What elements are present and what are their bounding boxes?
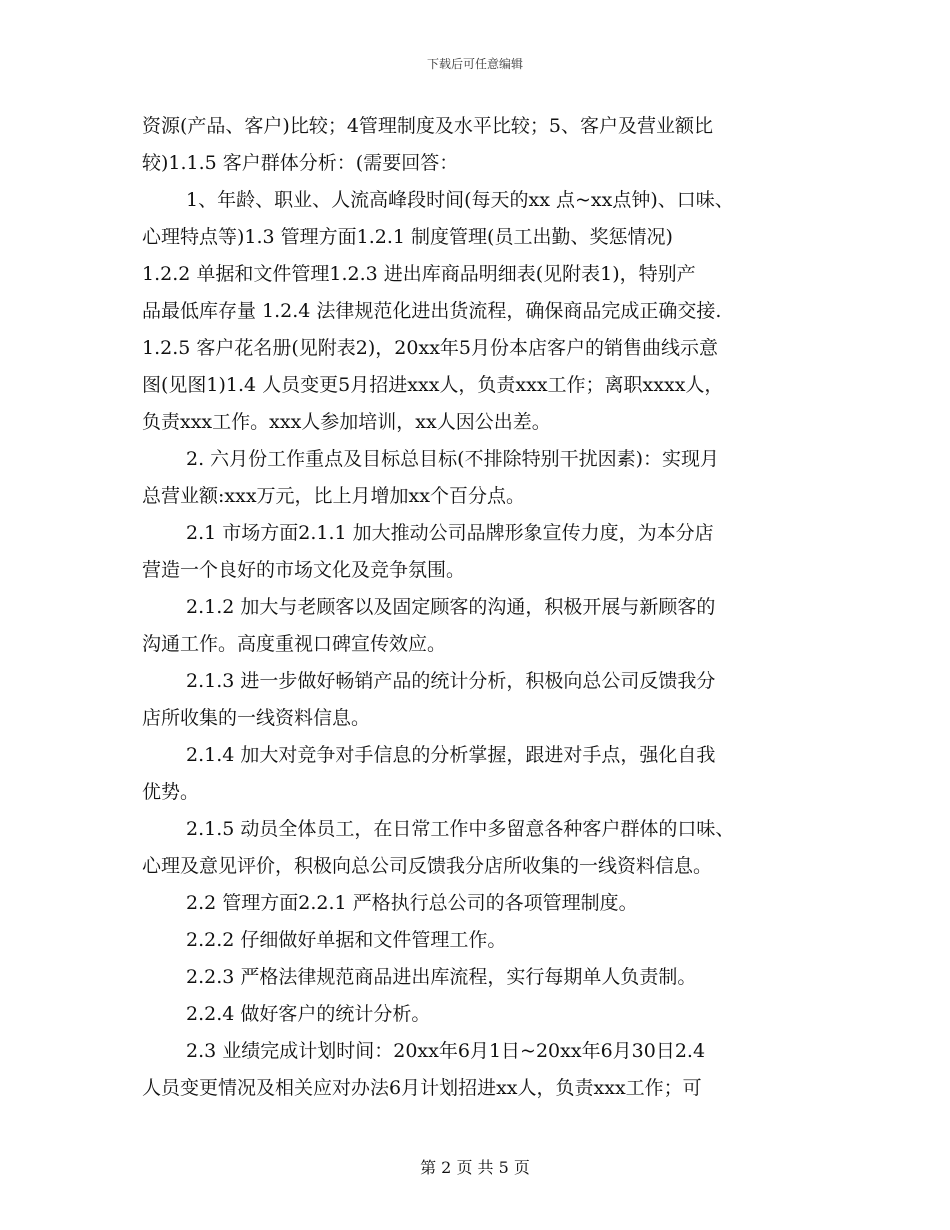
text-line: 1.2.5 客户花名册(见附表2)，20xx年5月份本店客户的销售曲线示意	[142, 337, 718, 359]
text-line: 沟通工作。高度重视口碑宣传效应。	[142, 633, 447, 655]
text-line: 资源(产品、客户)比较；4管理制度及水平比较；5、客户及营业额比	[142, 115, 714, 137]
text-line: 品最低库存量 1.2.4 法律规范化进出货流程，确保商品完成正确交接.	[142, 300, 722, 322]
page-footer: 第 2 页 共 5 页	[420, 1158, 530, 1177]
text-line: 店所收集的一线资料信息。	[142, 707, 371, 729]
text-line: 2.2.2 仔细做好单据和文件管理工作。	[186, 929, 507, 951]
text-line: 2.3 业绩完成计划时间：20xx年6月1日~20xx年6月30日2.4	[186, 1040, 706, 1062]
text-line: 心理及意见评价，积极向总公司反馈我分店所收集的一线资料信息。	[142, 855, 713, 877]
text-line: 1、年龄、职业、人流高峰段时间(每天的xx 点~xx点钟)、口味、	[186, 189, 734, 211]
page-header: 下载后可任意编辑	[426, 57, 523, 71]
text-line: 2.1 市场方面2.1.1 加大推动公司品牌形象宣传力度，为本分店	[186, 522, 714, 544]
text-line: 负责xxx工作。xxx人参加培训，xx人因公出差。	[142, 411, 551, 433]
text-line: 2.2.3 严格法律规范商品进出库流程，实行每期单人负责制。	[186, 966, 697, 988]
text-line: 人员变更情况及相关应对办法6月计划招进xx人，负责xxx工作；可	[142, 1077, 702, 1099]
document-body	[142, 108, 832, 1107]
text-line: 2.2.4 做好客户的统计分析。	[186, 1003, 431, 1025]
text-line: 1.2.2 单据和文件管理1.2.3 进出库商品明细表(见附表1)，特别产	[142, 263, 696, 285]
text-line: 图(见图1)1.4 人员变更5月招进xxx人，负责xxx工作；离职xxxx人，	[142, 374, 724, 396]
text-line: 2.1.3 进一步做好畅销产品的统计分析，积极向总公司反馈我分	[186, 670, 716, 692]
text-line: 较)1.1.5 客户群体分析：(需要回答：	[142, 152, 459, 174]
text-line: 2.1.2 加大与老顾客以及固定顾客的沟通，积极开展与新顾客的	[186, 596, 716, 618]
text-line: 总营业额:xxx万元，比上月增加xx个百分点。	[142, 485, 525, 507]
text-line: 营造一个良好的市场文化及竞争氛围。	[142, 559, 466, 581]
text-line: 2.2 管理方面2.2.1 严格执行总公司的各项管理制度。	[186, 892, 638, 914]
text-line: 2.1.5 动员全体员工，在日常工作中多留意各种客户群体的口味、	[186, 818, 735, 840]
text-line: 心理特点等)1.3 管理方面1.2.1 制度管理(员工出勤、奖惩情况)	[142, 226, 673, 248]
text-line: 优势。	[142, 781, 200, 803]
text-line: 2.1.4 加大对竞争对手信息的分析掌握，跟进对手点，强化自我	[186, 744, 716, 766]
text-line: 2. 六月份工作重点及目标总目标(不排除特别干扰因素)：实现月	[186, 448, 719, 470]
